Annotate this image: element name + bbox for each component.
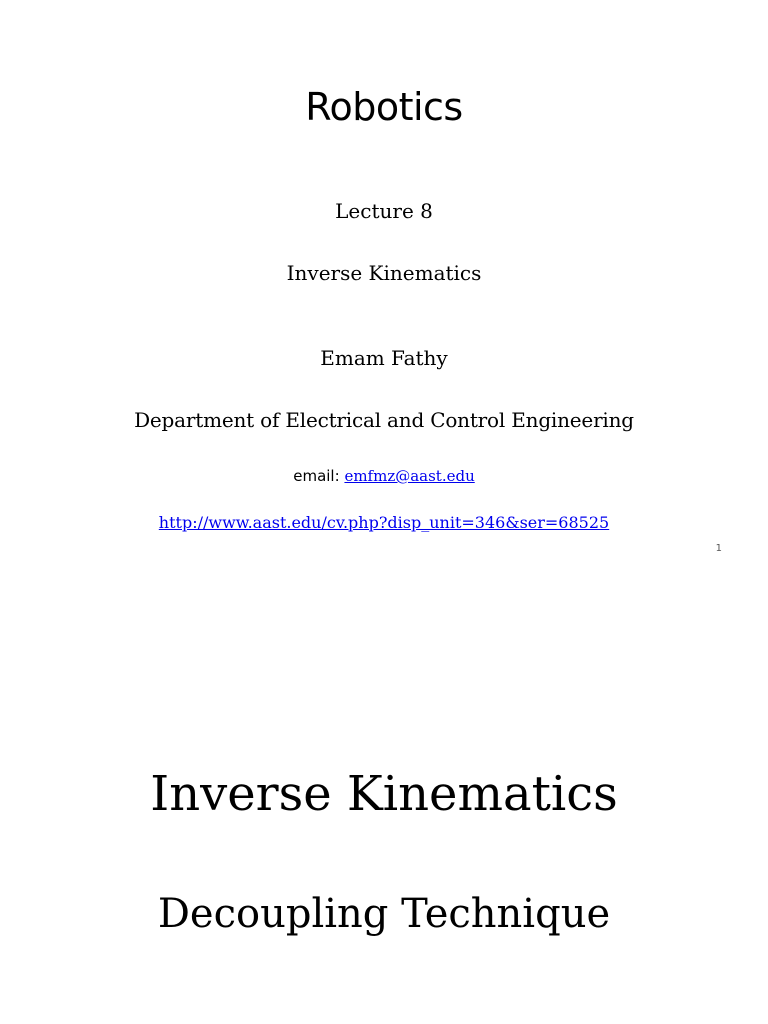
email-line <box>0 467 768 485</box>
email-link[interactable]: emfmz@aast.edu <box>344 467 475 485</box>
department: Department of Electrical and Control Engineering <box>134 408 634 432</box>
author-name: Emam Fathy <box>320 346 448 370</box>
slide-2-subtitle: Decoupling Technique <box>157 891 611 937</box>
lecture-topic: Inverse Kinematics <box>286 261 482 285</box>
slide-2 <box>0 570 768 1024</box>
slide-title: Robotics <box>305 85 463 129</box>
lecture-number: Lecture 8 <box>335 199 433 223</box>
slide-2-title: Inverse Kinematics <box>150 766 618 822</box>
cv-url-link[interactable]: http://www.aast.edu/cv.php?disp_unit=346&ser=68525 <box>158 513 610 532</box>
email-label: email: <box>293 467 340 485</box>
url-line <box>0 513 768 532</box>
page-number: 1 <box>715 543 722 554</box>
